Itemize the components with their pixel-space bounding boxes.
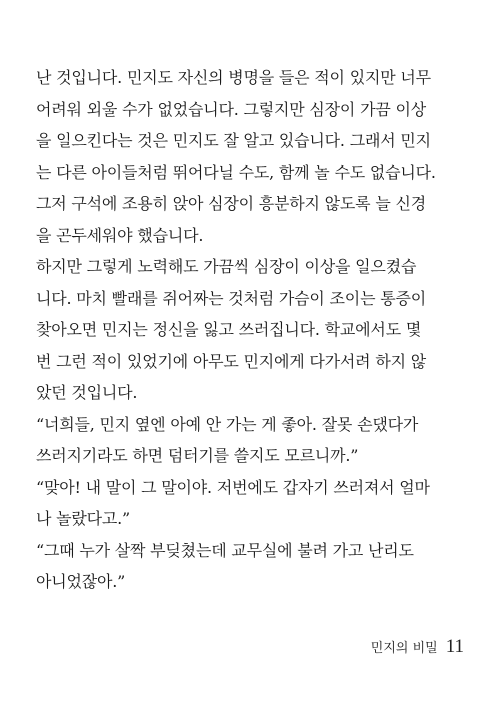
text-line: 을 일으킨다는 것은 민지도 잘 알고 있습니다. 그래서 민지 <box>36 131 431 150</box>
text-line: 하지만 그렇게 노력해도 가끔씩 심장이 이상을 일으켰습 <box>36 257 417 276</box>
text-line: 찾아오면 민지는 정신을 잃고 쓰러집니다. 학교에서도 몇 <box>36 320 422 339</box>
page-body <box>36 68 468 604</box>
page-footer <box>371 636 464 658</box>
text-line: 을 곤두세워야 했습니다. <box>36 225 204 245</box>
text-line: 나 놀랐다고.” <box>36 509 131 528</box>
text-line: 그저 구석에 조용히 앉아 심장이 흥분하지 않도록 늘 신경 <box>36 194 426 213</box>
text-line: 어려워 외울 수가 없었습니다. 그렇지만 심장이 가끔 이상 <box>36 99 426 119</box>
text-line: 는 다른 아이들처럼 뛰어다닐 수도, 함께 놀 수도 없습니다. <box>36 162 436 182</box>
text-line: 니다. 마치 빨래를 쥐어짜는 것처럼 가슴이 조이는 통증이 <box>36 288 426 308</box>
text-line: 번 그런 적이 있었기에 아무도 민지에게 다가서려 하지 않 <box>36 351 426 371</box>
text-line: “너희들, 민지 옆엔 아예 안 가는 게 좋아. 잘못 손댔다가 <box>36 414 419 434</box>
text-line: “맞아! 내 말이 그 말이야. 저번에도 갑자기 쓰러져서 얼마 <box>36 477 430 497</box>
text-line: “그때 누가 살짝 부딪쳤는데 교무실에 불려 가고 난리도 <box>36 540 414 560</box>
text-line: 았던 것입니다. <box>36 383 138 402</box>
page-number: 11 <box>445 636 464 657</box>
text-line: 쓰러지기라도 하면 덤터기를 쓸지도 모르니까.” <box>36 446 359 465</box>
text-line: 아니었잖아.” <box>36 572 126 591</box>
text-line: 난 것입니다. 민지도 자신의 병명을 들은 적이 있지만 너무 <box>36 68 431 87</box>
running-title: 민지의 비밀 <box>370 641 438 656</box>
